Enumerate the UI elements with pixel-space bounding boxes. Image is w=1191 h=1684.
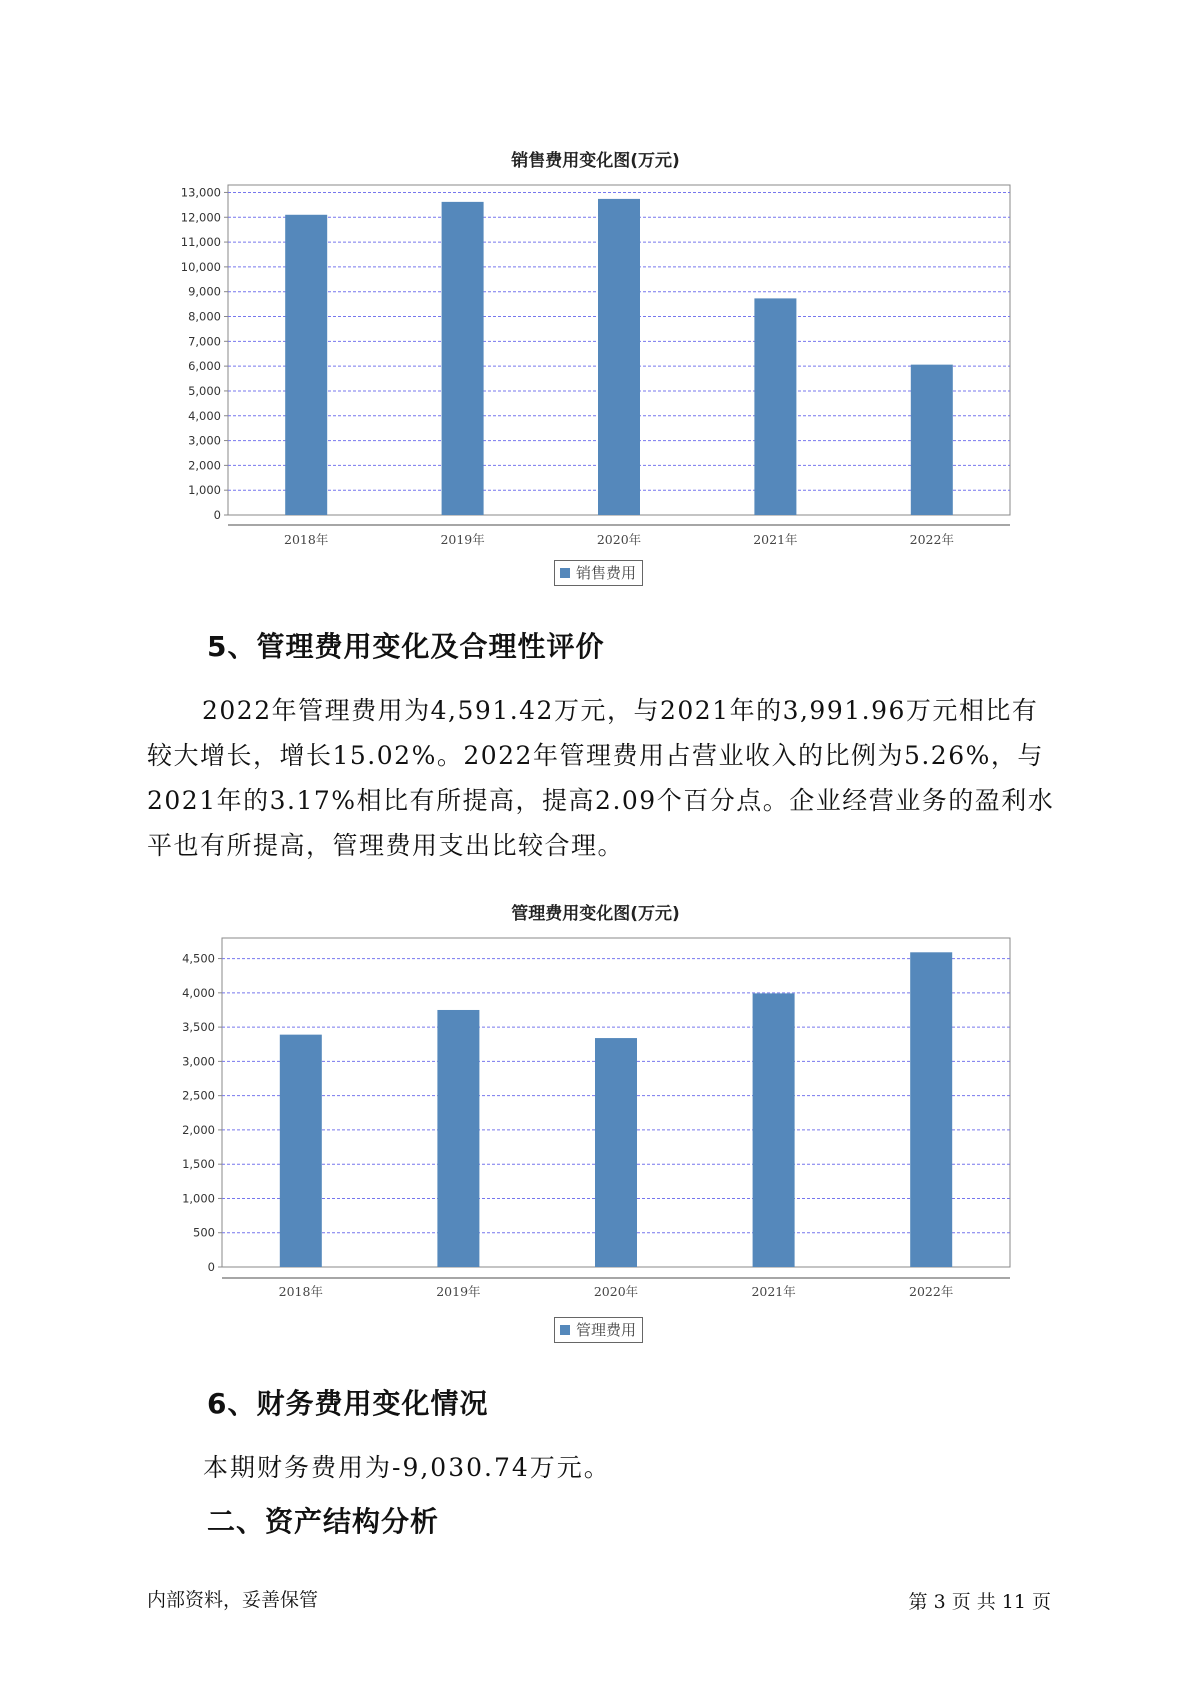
section-heading-admin-expense: 5、管理费用变化及合理性评价 [207,630,605,663]
y-tick-label: 5,000 [188,383,221,398]
x-category-label: 2019年 [440,532,485,547]
y-tick-label: 4,000 [188,408,221,423]
bar [280,1035,322,1267]
y-tick-label: 11,000 [180,235,221,250]
chart-legend [554,1317,643,1343]
y-tick-label: 10,000 [180,259,221,274]
chart-title: 管理费用变化图(万元) [511,904,680,924]
x-category-label: 2021年 [751,1284,796,1299]
y-tick-label: 3,000 [188,433,221,448]
y-tick-label: 4,000 [182,985,215,1000]
bar [595,1038,637,1267]
y-tick-label: 6,000 [188,359,221,374]
y-tick-label: 9,000 [188,284,221,299]
x-category-label: 2022年 [909,1284,954,1299]
x-category-label: 2020年 [593,1284,639,1299]
y-tick-label: 0 [207,1260,215,1274]
y-tick-label: 7,000 [188,334,221,349]
y-tick-label: 1,000 [182,1191,215,1206]
bar [437,1010,479,1267]
x-category-label: 2021年 [753,532,798,547]
x-category-label: 2022年 [909,532,954,547]
y-tick-label: 3,000 [182,1054,215,1069]
y-tick-label: 8,000 [188,309,221,324]
finance-expense-line: 本期财务费用为-9,030.74万元。 [203,1453,611,1482]
legend-label: 销售费用 [576,564,637,582]
y-tick-label: 1,500 [182,1157,215,1172]
y-tick-label: 3,500 [182,1020,215,1035]
x-category-label: 2018年 [278,1284,323,1299]
y-tick-label: 1,000 [188,483,221,498]
legend-label: 管理费用 [576,1321,637,1339]
y-tick-label: 2,000 [188,458,221,473]
y-tick-label: 0 [213,508,221,522]
admin-expense-paragraph: 2022年管理费用为4,591.42万元，与2021年的3,991.96万元相比有较大增长，增长15.02%。2022年管理费用占营业收入的比例为5.26%，与2021年的3.17%相比有所提高，提高2.09个百分点。企业经营业务的盈利水平也有所提高，管理费用支出比较合理。 [147,696,1055,860]
footer-confidential: 内部资料，妥善保管 [147,1589,319,1611]
bar [910,952,952,1267]
footer-page-number: 第 3 页 共 11 页 [908,1591,1051,1613]
x-category-label: 2018年 [284,532,329,547]
bar [753,993,795,1267]
x-category-label: 2019年 [436,1284,481,1299]
y-tick-label: 2,000 [182,1122,215,1137]
y-tick-label: 2,500 [182,1088,215,1103]
x-category-label: 2020年 [596,532,642,547]
y-tick-label: 500 [193,1225,215,1240]
y-tick-label: 4,500 [182,951,215,966]
section-heading-asset-structure: 二、资产结构分析 [207,1505,440,1538]
y-tick-label: 13,000 [180,185,221,200]
chart-title: 销售费用变化图(万元) [511,151,680,171]
legend-swatch [560,1325,570,1335]
section-heading-finance-expense: 6、财务费用变化情况 [207,1387,489,1420]
y-tick-label: 12,000 [180,210,221,225]
